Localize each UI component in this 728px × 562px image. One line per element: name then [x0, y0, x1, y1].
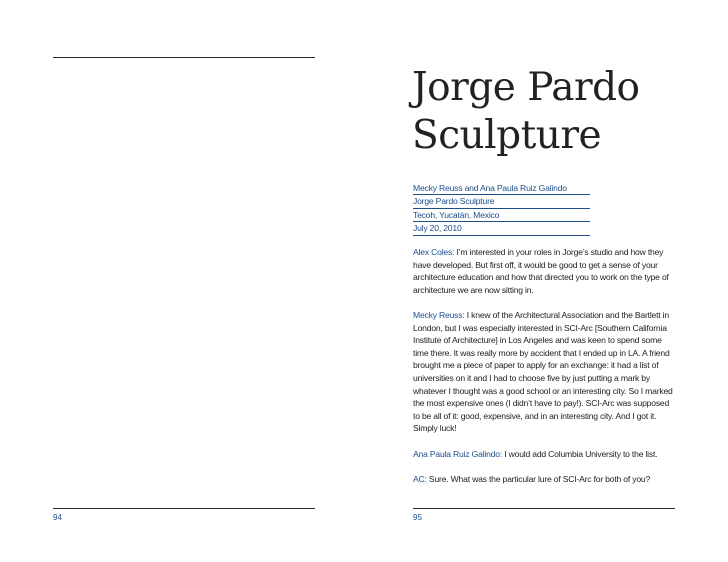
paragraph-text: I would add Columbia University to the list.: [502, 448, 658, 459]
right-page-bottom-rule: [413, 508, 675, 509]
title-line-1: Jorge Pardo: [412, 65, 640, 110]
speaker-name: Alex Coles:: [413, 247, 455, 257]
right-page-number: 95: [413, 513, 422, 522]
interview-metadata: [413, 182, 590, 236]
left-page-bottom-rule: [53, 508, 315, 509]
meta-studio: Jorge Pardo Sculpture: [413, 195, 590, 208]
left-page-top-rule: [53, 57, 315, 58]
meta-date: July 20, 2010: [413, 222, 590, 235]
title-line-2: Sculpture: [412, 113, 602, 158]
speaker-name: Ana Paula Ruiz Galindo:: [413, 448, 503, 459]
speaker-name: AC:: [413, 473, 427, 484]
paragraph-text: Sure. What was the particular lure of SCI-Arc for both of you?: [426, 473, 651, 484]
interview-paragraph: [413, 473, 677, 486]
speaker-name: Mecky Reuss:: [413, 309, 465, 320]
paragraph-text: I’m interested in your roles in Jorge’s studio and how they have developed. But first off, it would be good to get a sense of your architecture education and how that directed you to work on the type of architecture we are now sitting in.: [413, 247, 669, 295]
interview-body: [413, 246, 677, 498]
left-page-number: 94: [53, 513, 62, 522]
article-title: [412, 64, 712, 160]
paragraph-text: I knew of the Architectural Association and the Bartlett in London, but I was especially interested in SCI-Arc [Southern California Institute of Architecture] in Los Angeles and was keen to spend some time there. It was really more by accident that I ended up in LA. A friend brought me a piece of paper to apply for an exchange: it had a list of universities on it and I had to choose five by just putting a mark by whatever I thought was a good school or an interesting city. So I marked the most expensive ones (I didn’t have to pay!). SCI-Arc was supposed to be all of it: good, expensive, and in an interesting city. And I got it. Simply luck!: [413, 309, 673, 434]
interview-paragraph: [413, 448, 677, 461]
interview-paragraph: [413, 246, 677, 296]
interview-paragraph: [413, 309, 677, 435]
meta-location: Tecoh, Yucatán, Mexico: [413, 209, 590, 222]
meta-participants: Mecky Reuss and Ana Paula Ruiz Galindo: [413, 182, 590, 195]
